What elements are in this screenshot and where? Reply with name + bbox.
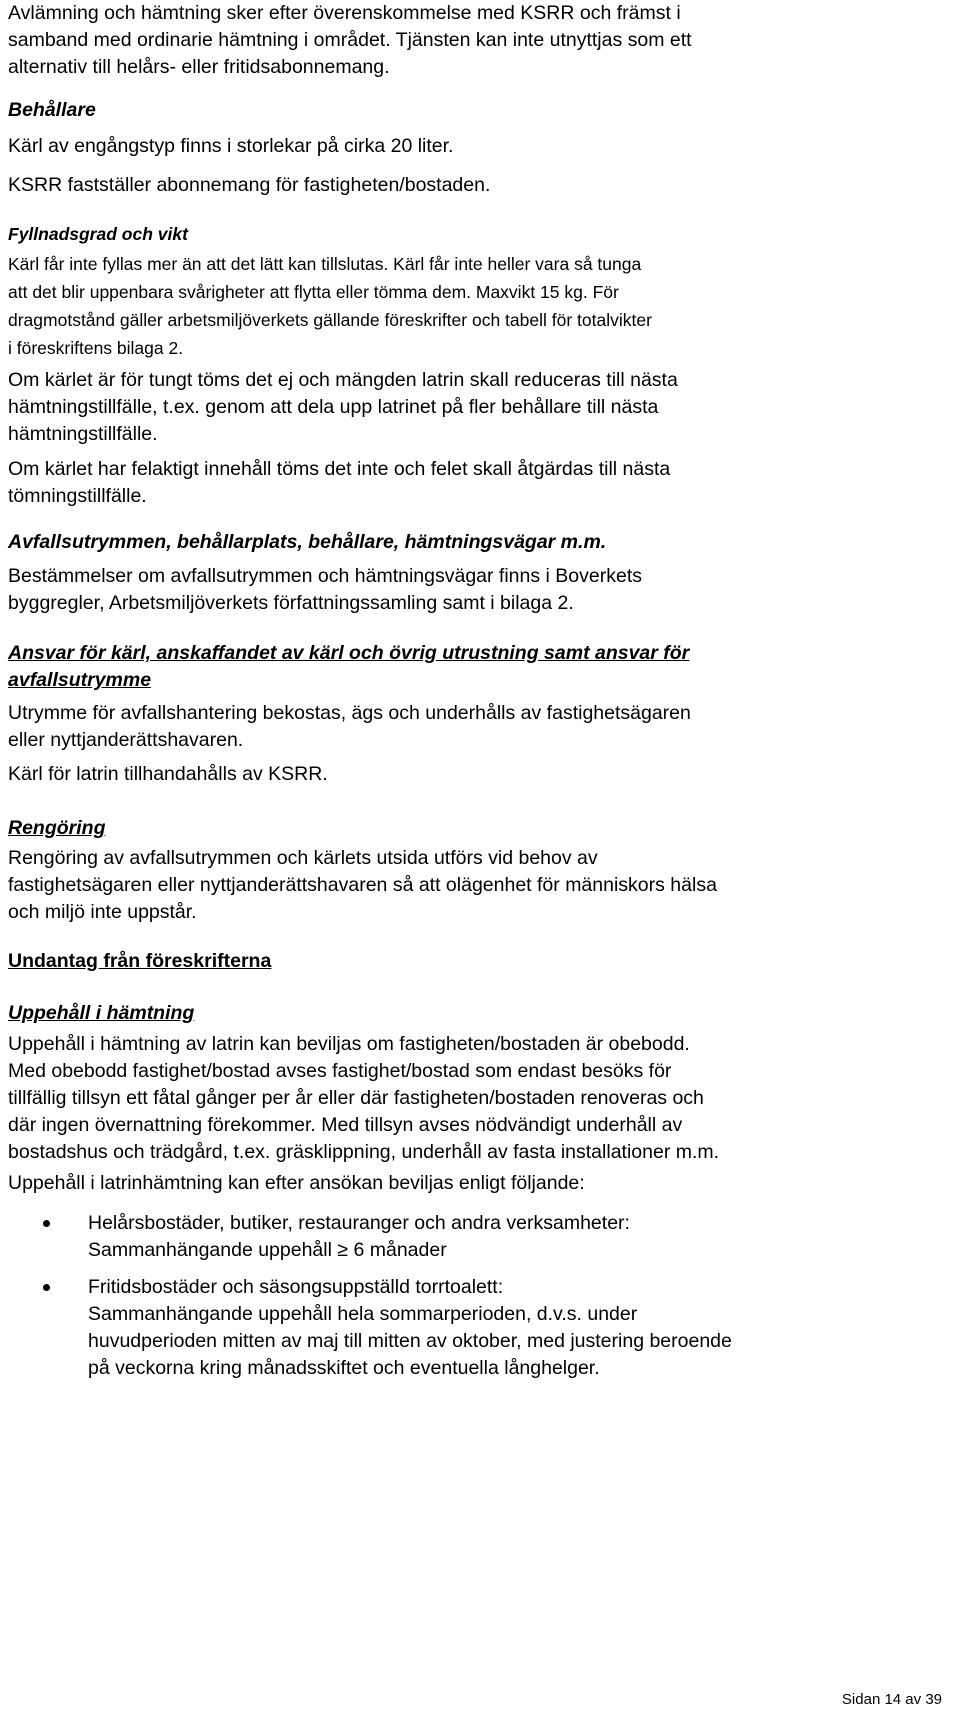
section-heading: Fyllnadsgrad och vikt xyxy=(8,224,188,244)
paragraph-line: bostadshus och trädgård, t.ex. gräsklippning, underhåll av fasta installationer m.m. xyxy=(8,1141,720,1163)
paragraph-line: Kärl får inte fyllas mer än att det lätt kan tillslutas. Kärl får inte heller vara så tunga xyxy=(8,254,642,274)
paragraph-line: där ingen övernattning förekommer. Med tillsyn avses nödvändigt underhåll av xyxy=(8,1114,683,1136)
list-item xyxy=(8,1210,943,1264)
paragraph-line: Om kärlet är för tungt töms det ej och mängden latrin skall reduceras till nästa xyxy=(8,369,678,391)
paragraph-line: Med obebodd fastighet/bostad avses fastighet/bostad som endast besöks för xyxy=(8,1060,672,1082)
section-heading: Rengöring xyxy=(8,817,106,839)
list-item xyxy=(8,1274,943,1382)
list-item-line: Fritidsbostäder och säsongsuppställd torrtoalett: xyxy=(88,1276,504,1298)
paragraph-line: byggregler, Arbetsmiljöverkets författningssamling samt i bilaga 2. xyxy=(8,592,574,614)
section-heading: avfallsutrymme xyxy=(8,669,152,691)
section-heading: Avfallsutrymmen, behållarplats, behållare, hämtningsvägar m.m. xyxy=(8,531,607,553)
paragraph-line: hämtningstillfälle. xyxy=(8,423,158,445)
paragraph-line: tömningstillfälle. xyxy=(8,485,147,507)
paragraph: Uppehåll i latrinhämtning kan efter ansökan beviljas enligt följande: xyxy=(8,1172,585,1194)
bullet-icon xyxy=(43,1220,50,1227)
paragraph: KSRR fastställer abonnemang för fastigheten/bostaden. xyxy=(8,174,491,196)
paragraph-line: Om kärlet har felaktigt innehåll töms det inte och felet skall åtgärdas till nästa xyxy=(8,458,671,480)
paragraph-line: Uppehåll i hämtning av latrin kan beviljas om fastigheten/bostaden är obebodd. xyxy=(8,1033,690,1055)
ansvar-paragraph-2 xyxy=(8,761,943,788)
section-behallare xyxy=(8,97,943,124)
section-rengoring xyxy=(8,815,943,842)
ansvar-paragraph-1 xyxy=(8,700,943,754)
list-item-line: Sammanhängande uppehåll hela sommarperioden, d.v.s. under xyxy=(88,1303,638,1325)
section-ansvar xyxy=(8,640,943,694)
section-heading: Undantag från föreskrifterna xyxy=(8,950,272,972)
fyllnad-paragraph-3 xyxy=(8,456,943,510)
paragraph: Kärl av engångstyp finns i storlekar på cirka 20 liter. xyxy=(8,135,454,157)
section-fyllnadsgrad xyxy=(8,221,943,248)
paragraph-line: dragmotstånd gäller arbetsmiljöverkets gällande föreskrifter och tabell för totalvikter xyxy=(8,310,652,330)
intro-paragraph xyxy=(8,0,943,81)
paragraph-line: i föreskriftens bilaga 2. xyxy=(8,338,184,358)
section-heading: Ansvar för kärl, anskaffandet av kärl och övrig utrustning samt ansvar för xyxy=(8,642,690,664)
bullet-icon xyxy=(43,1284,50,1291)
fyllnad-paragraph-1 xyxy=(8,250,943,362)
behallare-text-2 xyxy=(8,172,943,199)
bullet-list xyxy=(8,1274,943,1382)
section-undantag xyxy=(8,948,943,975)
list-item-line: Helårsbostäder, butiker, restauranger och andra verksamheter: xyxy=(88,1212,630,1234)
intro-line: Avlämning och hämtning sker efter överenskommelse med KSRR och främst i xyxy=(8,2,681,24)
section-heading: Uppehåll i hämtning xyxy=(8,1002,195,1024)
uppehall-paragraph-1 xyxy=(8,1031,943,1166)
section-uppehall xyxy=(8,1000,943,1027)
paragraph: Kärl för latrin tillhandahålls av KSRR. xyxy=(8,763,328,785)
paragraph-line: eller nyttjanderättshavaren. xyxy=(8,729,244,751)
paragraph-line: att det blir uppenbara svårigheter att flytta eller tömma dem. Maxvikt 15 kg. För xyxy=(8,282,619,302)
section-avfallsutrymmen xyxy=(8,529,943,556)
behallare-text-1 xyxy=(8,133,943,160)
list-item-line: på veckorna kring månadsskiftet och eventuella långhelger. xyxy=(88,1357,600,1379)
rengoring-paragraph xyxy=(8,845,943,926)
intro-line: samband med ordinarie hämtning i området. Tjänsten kan inte utnyttjas som ett xyxy=(8,29,692,51)
uppehall-paragraph-2 xyxy=(8,1170,943,1197)
intro-line: alternativ till helårs- eller fritidsabonnemang. xyxy=(8,56,390,78)
paragraph-line: tillfällig tillsyn ett fåtal gånger per år eller där fastigheten/bostaden renoveras och xyxy=(8,1087,704,1109)
page-number: Sidan 14 av 39 xyxy=(841,1691,942,1708)
avfallsutrymmen-paragraph xyxy=(8,563,943,617)
paragraph-line: fastighetsägaren eller nyttjanderättshavaren så att olägenhet för människors hälsa xyxy=(8,874,717,896)
paragraph-line: Bestämmelser om avfallsutrymmen och hämtningsvägar finns i Boverkets xyxy=(8,565,642,587)
fyllnad-paragraph-2 xyxy=(8,367,943,448)
section-heading: Behållare xyxy=(8,99,96,121)
list-item-line: huvudperioden mitten av maj till mitten av oktober, med justering beroende xyxy=(88,1330,732,1352)
paragraph-line: och miljö inte uppstår. xyxy=(8,901,197,923)
paragraph-line: hämtningstillfälle, t.ex. genom att dela upp latrinet på fler behållare till nästa xyxy=(8,396,659,418)
paragraph-line: Utrymme för avfallshantering bekostas, ägs och underhålls av fastighetsägaren xyxy=(8,702,691,724)
bullet-list xyxy=(8,1210,943,1264)
list-item-line: Sammanhängande uppehåll ≥ 6 månader xyxy=(88,1239,447,1261)
paragraph-line: Rengöring av avfallsutrymmen och kärlets utsida utförs vid behov av xyxy=(8,847,598,869)
